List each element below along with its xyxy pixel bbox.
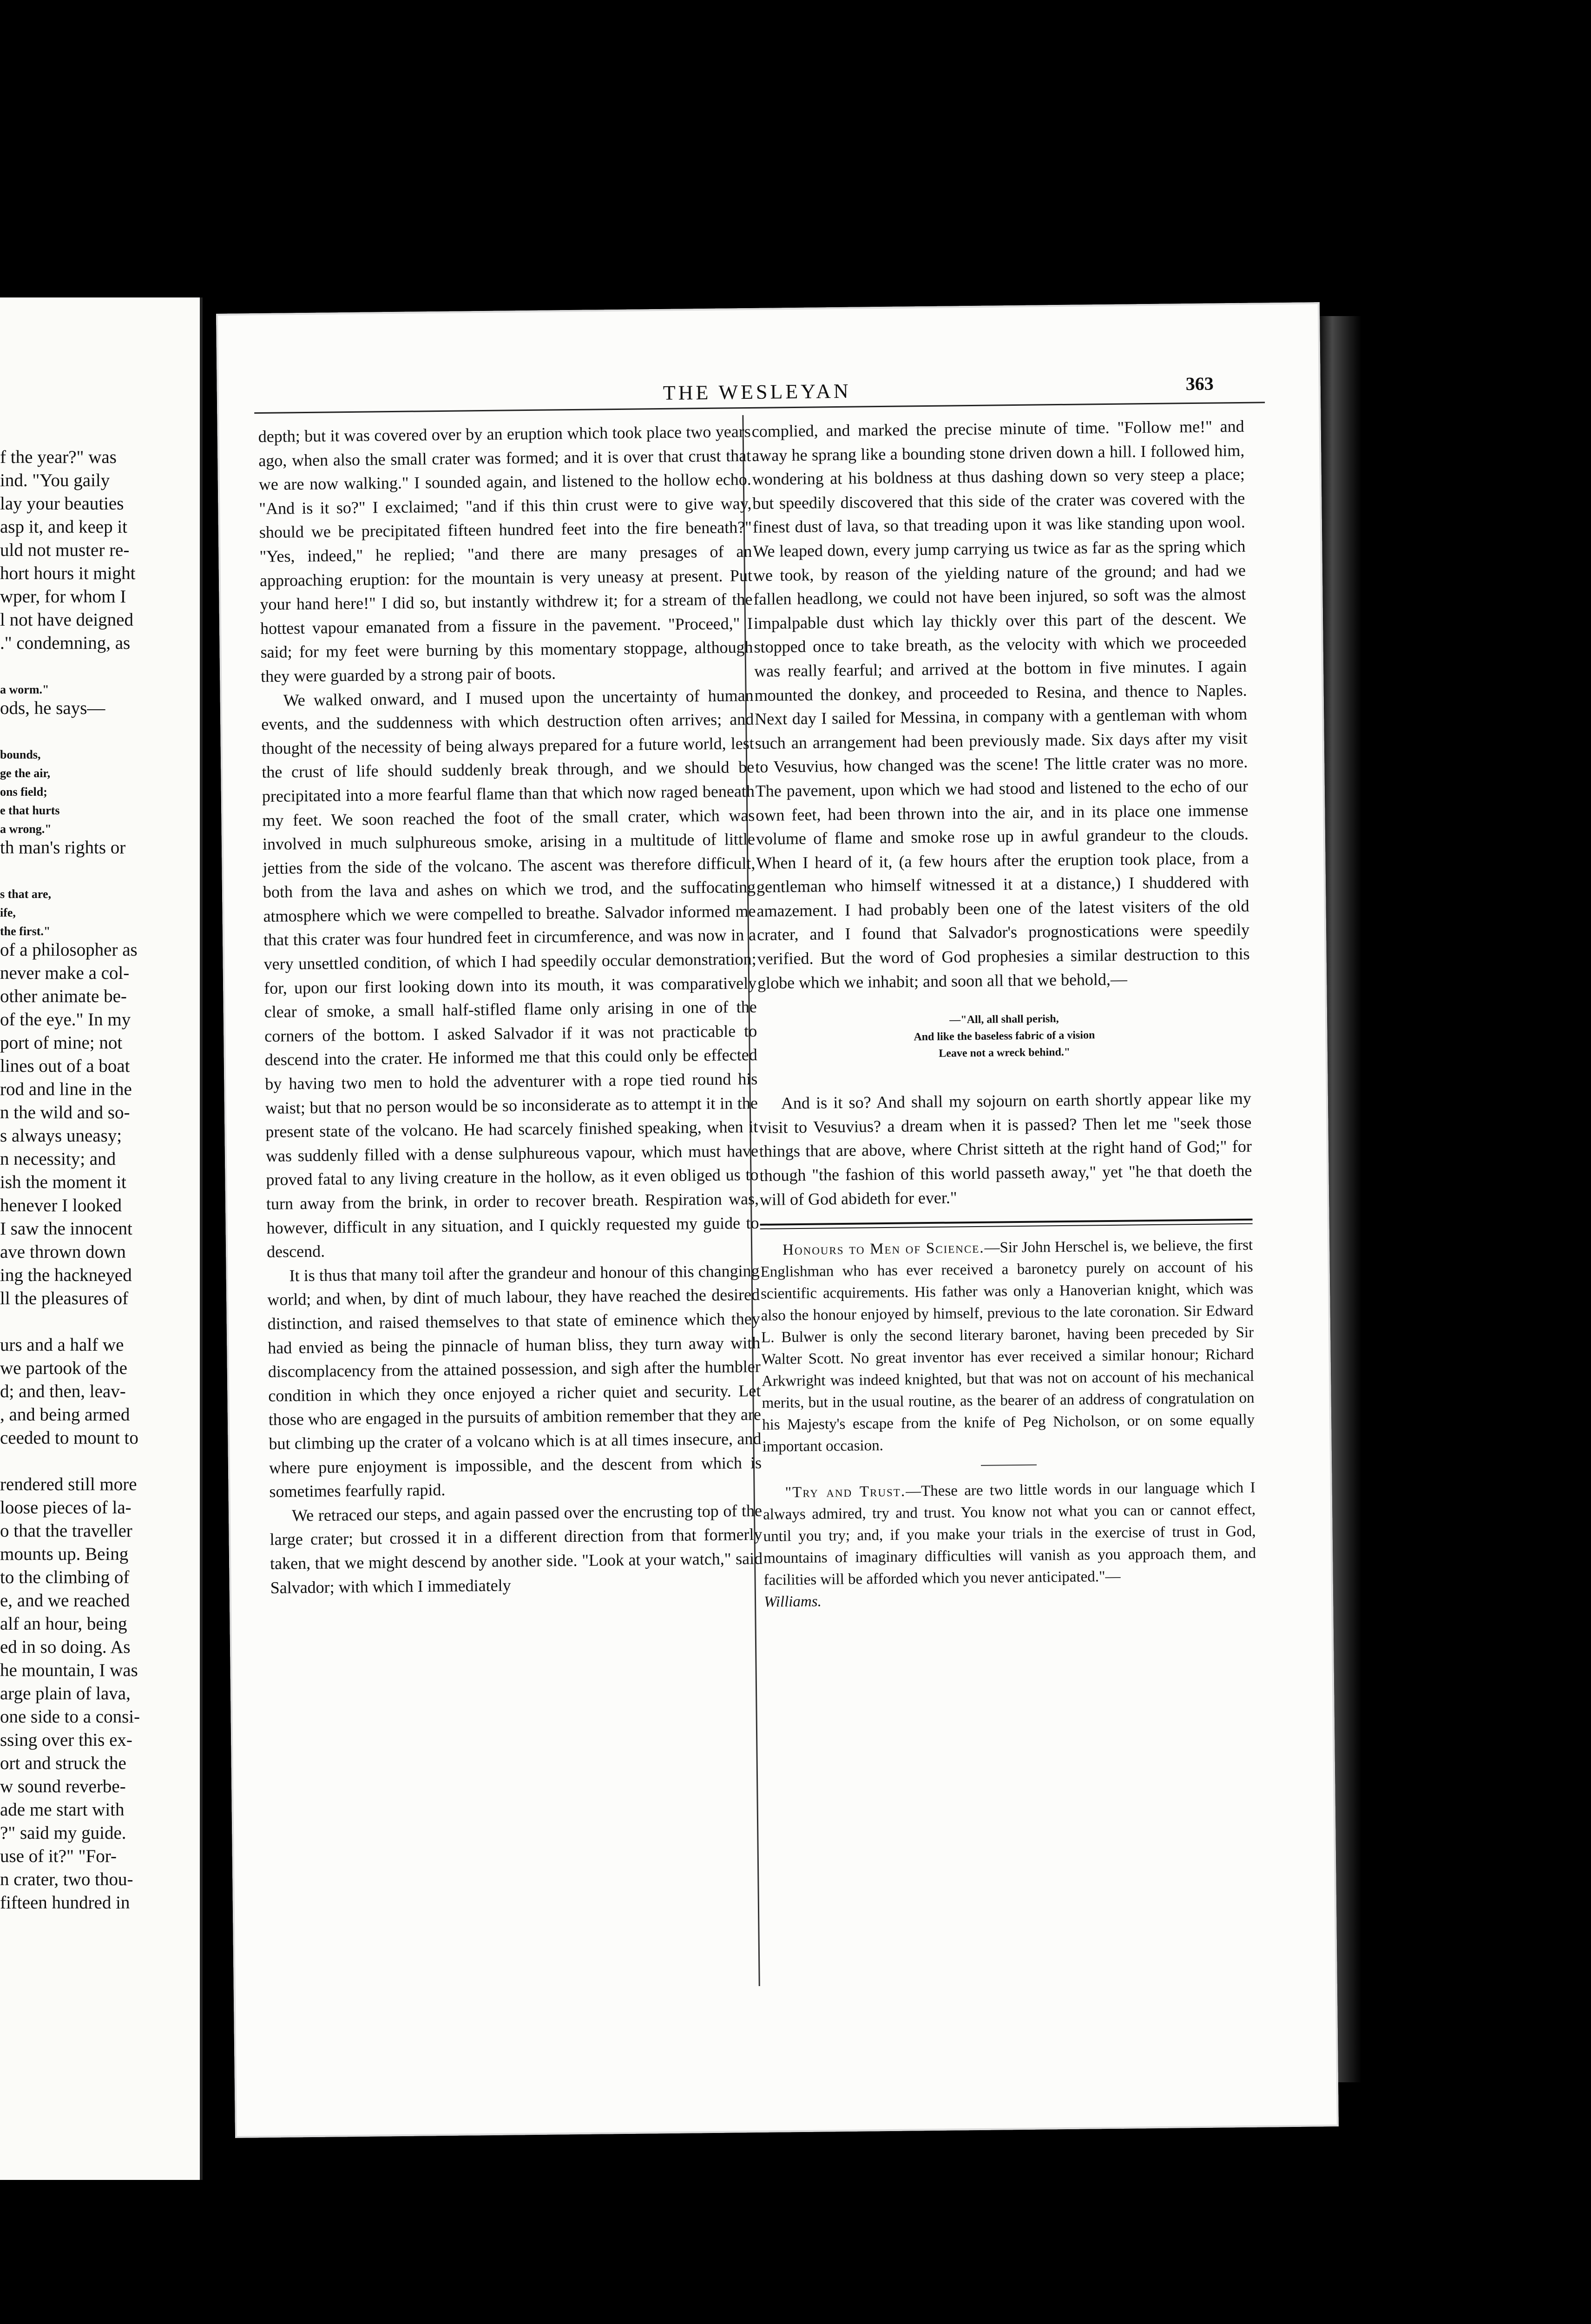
left-page-line: bounds, [0,748,41,761]
left-page-line: n crater, two thou- [0,1869,133,1889]
left-page-line: l not have deigned [0,610,133,630]
item-heading: Honours to Men of Science. [782,1240,985,1259]
item-body: —These are two little words in our language which I always admired, try and trust. You know not what you can or cannot effect, until you try; and, if you make your trials in the exercise of trust in God, mountains of imaginary difficulties will vanish as you approach them, and facilities will be afforded which you never anticipated."— [763,1479,1256,1589]
left-page-line: of a philosopher as [0,940,138,960]
left-page-line: use of it?" "For- [0,1846,117,1866]
verse-line: —"All, all shall perish, [949,1013,1059,1026]
left-page-line: rendered still more [0,1474,137,1494]
paragraph: depth; but it was covered over by an eruption which took place two years ago, when also the small crater was formed; and it is over that crust that we are now walking." I sounded again, and listened to the hollow echo. "And is it so?" I exclaimed; "and if this thin crust were to give way, should we be precipitated fifteen hundred feet into the fire beneath?" "Yes, indeed," he replied; "and there are many presages of an approaching eruption: for the mountain is very uneasy at present. Put your hand here!" I did so, but instantly withdrew it; for a stream of the hottest vapour emanated from a fissure in the pavement. "Proceed," I said; for my feet were burning by this momentary stoppage, although they were guarded by a strong pair of boots. [258,422,753,686]
left-page-line: ceeded to mount to [0,1428,138,1448]
left-page-line: uld not muster re- [0,540,130,560]
attribution: Williams. [763,1593,822,1611]
left-page-line: o that the traveller [0,1521,132,1541]
paragraph: It is thus that many toil after the grandeur and honour of this changing world; and when, by dint of much labour, they have reached the desired distinction, and raised themselves to that state of eminence which they had envied as being the pinnacle of human bliss, they turn away with discomplacency from the attained possession, and sigh after the humbler condition in which they once enjoyed a richer quiet and security. Let those who are engaged in the pursuits of ambition remember that they are but climbing up the crater of a volcano which is at all times insecure, and where pure enjoyment is impossible, and the descent from which is sometimes fearfully rapid. [267,1261,762,1501]
left-page-line: other animate be- [0,986,127,1006]
try-and-trust-item [763,1477,1256,1591]
document-page [216,302,1339,2138]
item-rule [981,1465,1037,1466]
left-page-line: lay your beauties [0,494,124,514]
left-page-line: to the climbing of [0,1567,130,1587]
left-page-line: w sound reverbe- [0,1776,126,1796]
left-page-line: ed in so doing. As [0,1637,131,1657]
right-column [751,415,1256,1613]
left-page-line: hort hours it might [0,563,136,583]
left-page-line: rod and line in the [0,1079,132,1099]
left-page-line: s always uneasy; [0,1126,122,1146]
verse-line: And like the baseless fabric of a vision [914,1029,1095,1043]
left-page-line: ge the air, [0,766,51,780]
left-page-line: he mountain, I was [0,1660,138,1680]
left-page-line: n the wild and so- [0,1103,130,1122]
left-page-line: of the eye." In my [0,1010,131,1030]
left-page-line: ." condemning, as [0,633,131,653]
paragraph: And is it so? And shall my sojourn on earth shortly appear like my visit to Vesuvius? a dream when it is passed? Then let me "seek those things that are above, where Christ sitteth at the right hand of God;" for though "the fashion of this world passeth away," yet "he that doeth the will of God abideth for ever." [759,1089,1252,1209]
page-header [217,374,1321,414]
left-page-line: ade me start with [0,1800,125,1820]
left-page-line: ave thrown down [0,1242,126,1262]
left-page-line: ll the pleasures of [0,1288,129,1308]
left-page-line: arge plain of lava, [0,1684,131,1703]
paragraph: complied, and marked the precise minute of time. "Follow me!" and away he sprang like a bounding stone driven down a hill. I followed him, wondering at his boldness at thus dashing down so very steep a place; but speedily discovered that this side of the crater was covered with the finest dust of lava, so that treading upon it was like standing upon wool. We leaped down, every jump carrying us twice as far as the spring which we took, by reason of the yielding nature of the ground; and had we fallen headlong, we could not have been injured, so soft was the almost impalpable dust which lay thickly over this part of the descent. We stopped once to take breath, as the velocity with which we proceeded was really fearful; and arrived at the bottom in five minutes. I again mounted the donkey, and proceeded to Resina, and thence to Naples. Next day I sailed for Messina, in company with a gentleman with whom such an arrangement had been previously made. Six days after my visit to Vesuvius, how changed was the scene! The little crater was no more. The pavement, upon which we had stood and listened to the echo of our own feet, had been thrown into the air, and in its place one immense volume of flame and smoke rose up in awful grandeur to the clouds. When I heard of it, (a few hours after the eruption took place, from a gentleman who himself witnessed it at a distance,) I shuddered with amazement. I had probably been one of the latest visiters of the old crater, and I found that Salvador's prognostications were speedily verified. But the word of God prophesies a similar destruction to this globe which we inhabit; and soon all that we behold,— [751,416,1250,992]
verse-line: Leave not a wreck behind." [939,1046,1071,1060]
left-page-line: alf an hour, being [0,1614,127,1634]
left-page-line: we partook of the [0,1358,127,1378]
left-page-line: a worm." [0,683,49,696]
item-heading: "Try and Trust. [785,1483,906,1501]
left-page-line: fifteen hundred in [0,1893,130,1913]
left-page-line: , and being armed [0,1405,130,1425]
left-facing-page [0,297,203,2180]
left-page-line: urs and a half we [0,1335,124,1355]
left-page-line: ife, [0,906,16,919]
running-title: THE WESLEYAN [663,379,851,404]
item-body: —Sir John Herschel is, we believe, the first Englishman who has ever received a baronetcy purely on account of his scientific acquirements. His father was only a Hanoverian knight, which was also the honour enjoyed by himself, previous to the late coronation. Sir Edward L. Bulwer is only the second literary baronet, having been preceded by Sir Walter Scott. No great inventor has ever received a similar honour; Richard Arkwright was indeed knighted, but that was not on account of his mechanical merits, but in the usual routine, as the bearer of an address of congratulation on his Majesty's escape from the knife of Peg Nicholson, or on some equally important occasion. [760,1236,1255,1456]
left-page-line: lines out of a boat [0,1056,130,1076]
left-page-line: e that hurts [0,804,60,817]
left-page-line: ?" said my guide. [0,1823,126,1843]
left-page-line: ing the hackneyed [0,1265,132,1285]
left-page-line: loose pieces of la- [0,1498,131,1518]
left-page-line: d; and then, leav- [0,1381,126,1401]
left-page-line: never make a col- [0,963,130,983]
left-page-line: henever I looked [0,1195,122,1215]
left-page-line: ons field; [0,785,47,799]
left-page-line: wper, for whom I [0,587,126,607]
left-page-line: ish the moment it [0,1172,126,1192]
left-page-line: f the year?" was [0,447,117,467]
left-column [258,420,763,1600]
left-page-line: a wrong." [0,822,52,836]
left-page-line: mounts up. Being [0,1544,129,1564]
paragraph: We retraced our steps, and again passed over the encrusting top of the large crater; but crossed it in a different direction from that formerly taken, that we might descend by another side. "Look at your watch," said Salvador; with which I immediately [270,1501,763,1597]
left-page-line: ind. "You gaily [0,470,110,490]
left-page-line: one side to a consi- [0,1707,140,1727]
left-page-line: n necessity; and [0,1149,116,1169]
section-rule [760,1219,1253,1229]
left-page-line: ort and struck the [0,1753,126,1773]
left-page-line: th man's rights or [0,838,126,858]
left-page-line: I saw the innocent [0,1219,132,1239]
paragraph: We walked onward, and I mused upon the uncertainty of human events, and the suddenness with which destruction often arrives; and thought of the necessity of being always prepared for a future world, lest the crust of life should suddenly break through, and we should be precipitated into a more fearful flame than that which now raged beneath my feet. We soon reached the foot of the small crater, which was involved in much sulphureous smoke, arising in a multitude of little jetties from the side of the volcano. The ascent was therefore difficult, both from the lava and ashes on which we trod, and the suffocating atmosphere which we were compelled to breathe. Salvador informed me that this crater was four hundred feet in circumference, and was now in a very unsettled condition, of which I had speedily occular demonstration; for, upon our first looking down into its mouth, it was comparatively clear of smoke, a small half-stifled flame only arising in one of the corners of the bottom. I asked Salvador if it was not practicable to descend into the crater. He informed me that this could only be effected by having two men to hold the adventurer with a rope tied round his waist; but that no person would be so inconsiderate as to attempt it in the present state of the volcano. He had scarcely finished speaking, when it was suddenly filled with a dense sulphureous vapour, which must have proved fatal to any living creature in the hollow, as it even obliged us to turn away from the brink, in order to recover breath. Respiration was, however, difficult in any situation, and I quickly requested my guide to descend. [261,686,759,1261]
verse-quotation [758,1009,1251,1064]
left-page-line: ods, he says— [0,698,105,718]
left-page-line: the first." [0,924,51,938]
left-page-line: ssing over this ex- [0,1730,132,1750]
honours-item [760,1235,1255,1458]
left-page-line: e, and we reached [0,1591,130,1611]
page-number: 363 [1185,373,1214,395]
left-page-line: s that are, [0,887,52,901]
left-page-line: asp it, and keep it [0,517,128,537]
left-page-line: port of mine; not [0,1033,123,1053]
